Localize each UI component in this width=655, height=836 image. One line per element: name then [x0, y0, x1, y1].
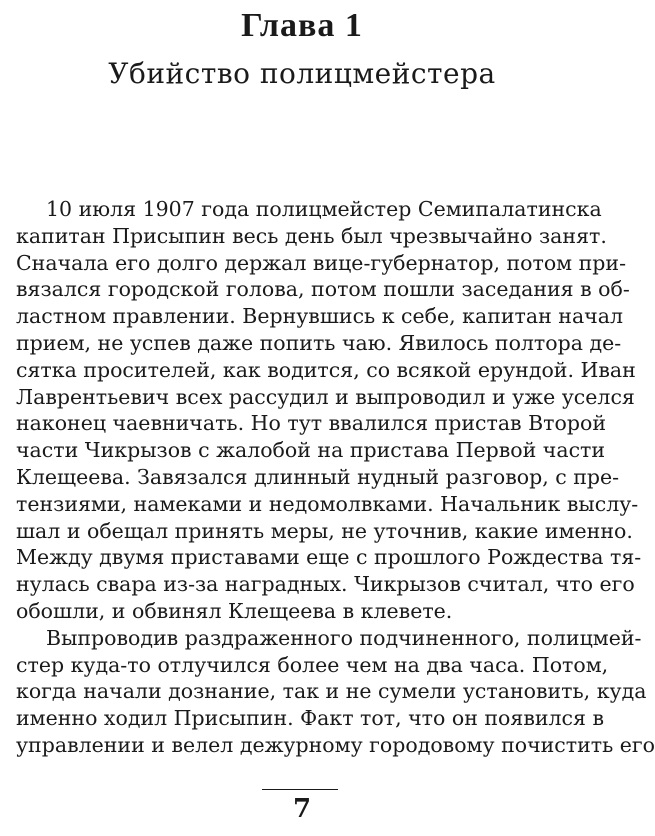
- text-line: 10 июля 1907 года полицмейстер Семипалатинска: [46, 197, 602, 221]
- text-line: Лаврентьевич всех рассудил и выпроводил и уже уселся: [16, 384, 635, 409]
- chapter-number: Глава 1: [241, 7, 363, 44]
- chapter-title: Убийство полицмейстера: [108, 57, 496, 90]
- text-line: Между двумя приставами еще с прошлого Рождества тя-: [16, 545, 642, 570]
- text-line: нулась свара из-за наградных. Чикрызов считал, что его: [16, 572, 635, 597]
- page-number: 7: [292, 794, 312, 824]
- text-line: Выпроводив раздраженного подчиненного, полицмей-: [46, 625, 642, 650]
- footer-rule: [262, 789, 338, 790]
- text-line: когда начали дознание, так и не сумели установить, куда: [16, 679, 647, 704]
- text-line: прием, не успев даже попить чаю. Явилось полтора де-: [16, 330, 622, 355]
- text-line: сятка просителей, как водится, со всякой ерундой. Иван: [16, 357, 636, 382]
- text-body: [16, 196, 655, 759]
- text-line: тензиями, намеками и недомолвками. Начальник выслу-: [16, 491, 639, 516]
- text-line: стер куда-то отлучился более чем на два часа. Потом,: [16, 652, 609, 677]
- text-line: управлении и велел дежурному городовому почистить его: [16, 732, 655, 757]
- text-line: капитан Присыпин весь день был чрезвычайно занят.: [16, 223, 607, 248]
- text-line: ластном правлении. Вернувшись к себе, капитан начал: [16, 304, 623, 329]
- text-line: наконец чаевничать. Но тут ввалился пристав Второй: [16, 411, 606, 436]
- text-line: именно ходил Присыпин. Факт тот, что он появился в: [16, 706, 605, 731]
- text-line: Сначала его долго держал вице-губернатор, потом при-: [16, 250, 627, 275]
- text-line: обошли, и обвинял Клещеева в клевете.: [16, 598, 453, 623]
- text-line: шал и обещал принять меры, не уточнив, какие именно.: [16, 518, 633, 543]
- text-line: части Чикрызов с жалобой на пристава Первой части: [16, 438, 606, 463]
- text-line: вязался городской голова, потом пошли заседания в об-: [16, 277, 630, 302]
- text-line: Клещеева. Завязался длинный нудный разговор, с пре-: [16, 464, 620, 489]
